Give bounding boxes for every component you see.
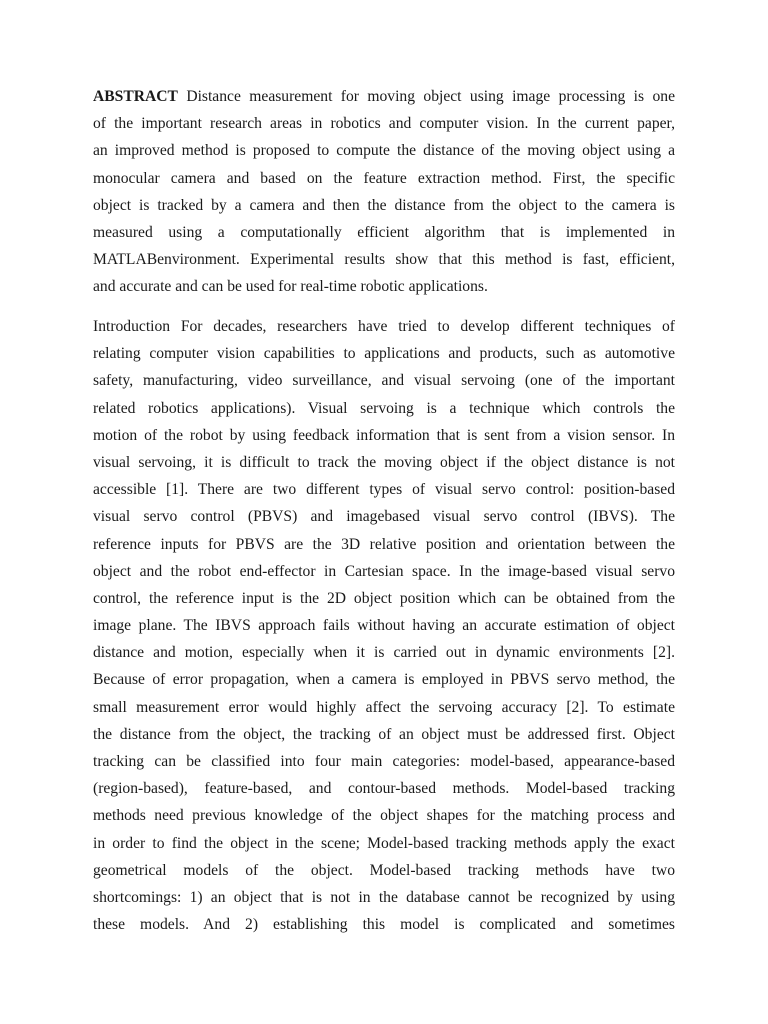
abstract-line: measured using a computationally efficient algorithm that is implemented in — [93, 223, 675, 241]
abstract-line: MATLABenvironment. Experimental results show that this method is fast, efficient, — [93, 251, 675, 269]
abstract-line — [93, 83, 675, 110]
abstract-line: and accurate and can be used for real-time robotic applications. — [93, 278, 488, 296]
intro-line: image plane. The IBVS approach fails without having an accurate estimation of object — [93, 617, 675, 635]
intro-line: geometrical models of the object. Model-based tracking methods have two — [93, 861, 675, 879]
abstract-line: object is tracked by a camera and then the distance from the object to the camera is — [93, 196, 675, 214]
intro-line: these models. And 2) establishing this model is complicated and sometimes — [93, 916, 675, 934]
intro-line: safety, manufacturing, video surveillance, and visual servoing (one of the important — [93, 372, 675, 390]
intro-line: control, the reference input is the 2D object position which can be obtained from the — [93, 589, 675, 607]
intro-line: motion of the robot by using feedback information that is sent from a vision sensor. In — [93, 426, 675, 444]
intro-line: in order to find the object in the scene; Model-based tracking methods apply the exact — [93, 834, 675, 852]
intro-line: tracking can be classified into four main categories: model-based, appearance-based — [93, 753, 675, 770]
intro-line: visual servoing, it is difficult to track the moving object if the object distance is not — [93, 453, 675, 471]
intro-line: related robotics applications). Visual servoing is a technique which controls the — [93, 399, 675, 417]
intro-line: visual servo control (PBVS) and imagebased visual servo control (IBVS). The — [93, 508, 675, 526]
intro-line: relating computer vision capabilities to applications and products, such as automotive — [93, 345, 675, 363]
intro-line: reference inputs for PBVS are the 3D relative position and orientation between the — [93, 535, 675, 553]
abstract-line: of the important research areas in robotics and computer vision. In the current paper, — [93, 115, 675, 133]
intro-line: the distance from the object, the tracking of an object must be addressed first. Object — [93, 725, 675, 743]
abstract-line: an improved method is proposed to compute the distance of the moving object using a — [93, 142, 675, 160]
intro-line: Because of error propagation, when a camera is employed in PBVS servo method, the — [93, 671, 675, 689]
introduction-paragraph — [93, 313, 675, 938]
intro-line: distance and motion, especially when it is carried out in dynamic environments [2]. — [93, 644, 675, 662]
abstract-heading: ABSTRACT — [93, 88, 178, 105]
abstract-line: monocular camera and based on the feature extraction method. First, the specific — [93, 169, 675, 187]
intro-line: (region-based), feature-based, and contour-based methods. Model-based tracking — [93, 780, 675, 798]
intro-line: object and the robot end-effector in Cartesian space. In the image-based visual servo — [93, 562, 675, 580]
intro-line: methods need previous knowledge of the object shapes for the matching process and — [93, 807, 675, 825]
intro-line: Introduction For decades, researchers have tried to develop different techniques of — [93, 318, 675, 335]
intro-line: accessible [1]. There are two different types of visual servo control: position-based — [93, 481, 675, 499]
intro-line: small measurement error would highly affect the servoing accuracy [2]. To estimate — [93, 698, 675, 716]
abstract-paragraph — [93, 83, 675, 301]
abstract-first-line-text: Distance measurement for moving object using image processing is one — [177, 88, 675, 105]
intro-line: shortcomings: 1) an object that is not in the database cannot be recognized by using — [93, 888, 675, 906]
